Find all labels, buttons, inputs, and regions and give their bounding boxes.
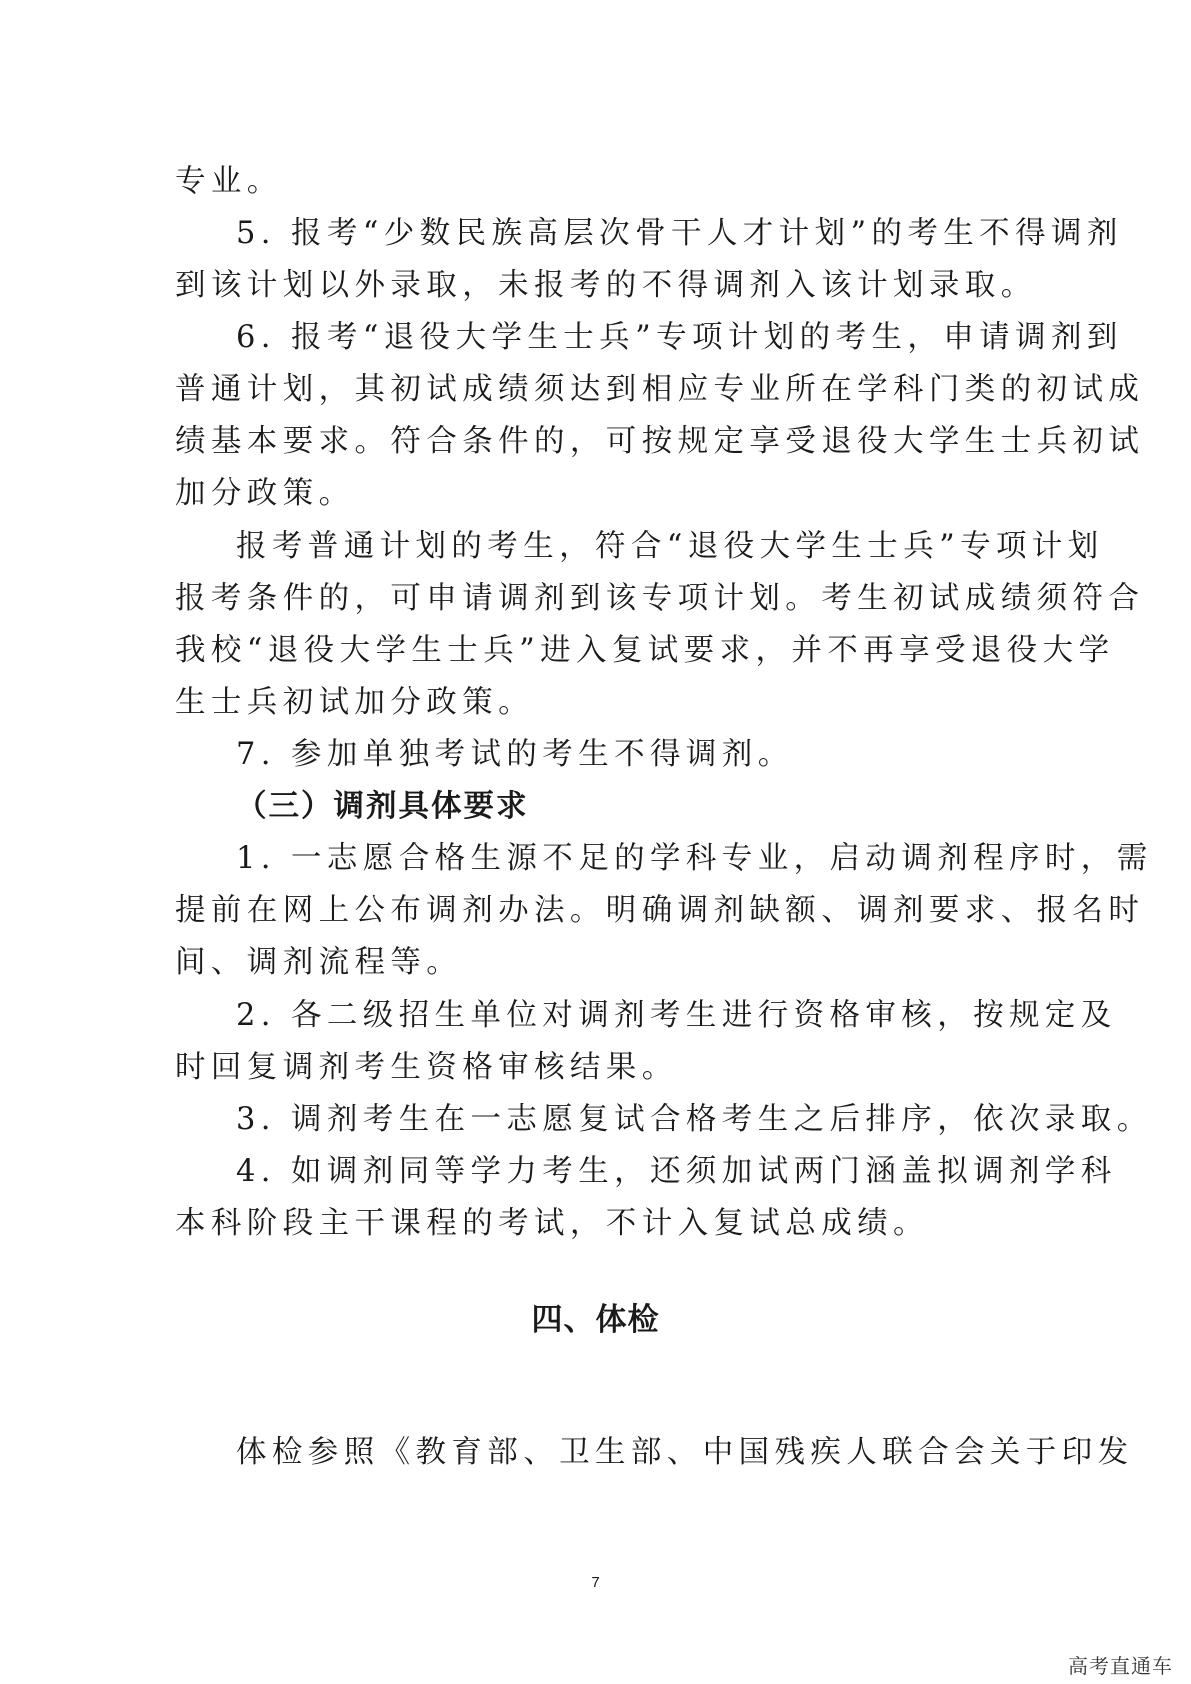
text-line: 普通计划，其初试成绩须达到相应专业所在学科门类的初试成 bbox=[175, 372, 1145, 407]
section-heading: 四、体检 bbox=[531, 1302, 660, 1338]
text-line: 时回复调剂考生资格审核结果。 bbox=[175, 1050, 678, 1085]
text-line: 体检参照《教育部、卫生部、中国残疾人联合会关于印发 bbox=[236, 1435, 1134, 1470]
subsection-heading: （三）调剂具体要求 bbox=[236, 789, 529, 824]
text-line: 专业。 bbox=[175, 164, 283, 199]
text-line: 7. 参加单独考试的考生不得调剂。 bbox=[236, 737, 794, 772]
text-line: 绩基本要求。符合条件的，可按规定享受退役大学生士兵初试 bbox=[175, 424, 1145, 459]
text-line: 本科阶段主干课程的考试，不计入复试总成绩。 bbox=[175, 1206, 929, 1241]
text-line: 4. 如调剂同等学力考生，还须加试两门涵盖拟调剂学科 bbox=[236, 1154, 1117, 1189]
page-number: 7 bbox=[591, 1574, 600, 1591]
text-line: 加分政策。 bbox=[175, 476, 355, 511]
text-line: 到该计划以外录取，未报考的不得调剂入该计划录取。 bbox=[175, 268, 1037, 303]
text-line: 报考普通计划的考生，符合“退役大学生士兵”专项计划 bbox=[236, 529, 1104, 564]
text-line: 2. 各二级招生单位对调剂考生进行资格审核，按规定及 bbox=[236, 998, 1117, 1033]
text-line: 1. 一志愿合格生源不足的学科专业，启动调剂程序时，需 bbox=[236, 841, 1153, 876]
watermark: 高考直通车 bbox=[1068, 1654, 1173, 1678]
text-line: 我校“退役大学生士兵”进入复试要求，并不再享受退役大学 bbox=[175, 633, 1115, 668]
text-line: 6. 报考“退役大学生士兵”专项计划的考生，申请调剂到 bbox=[236, 320, 1123, 355]
text-line: 5. 报考“少数民族高层次骨干人才计划”的考生不得调剂 bbox=[236, 216, 1123, 251]
text-line: 间、调剂流程等。 bbox=[175, 945, 463, 980]
text-line: 生士兵初试加分政策。 bbox=[175, 685, 534, 720]
text-line: 3. 调剂考生在一志愿复试合格考生之后排序，依次录取。 bbox=[236, 1102, 1153, 1137]
text-line: 提前在网上公布调剂办法。明确调剂缺额、调剂要求、报名时 bbox=[175, 893, 1145, 928]
text-line: 报考条件的，可申请调剂到该专项计划。考生初试成绩须符合 bbox=[175, 581, 1145, 616]
